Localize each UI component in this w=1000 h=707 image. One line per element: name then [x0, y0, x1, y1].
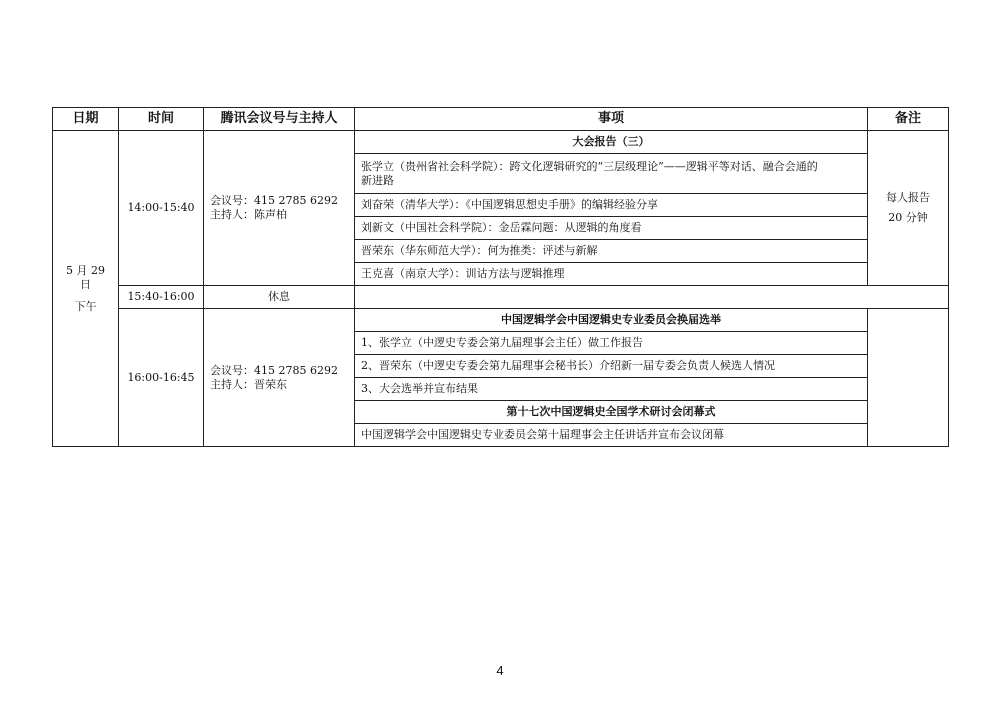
agenda-item: 晋荣东（华东师范大学）：何为推类：评述与新解: [355, 240, 868, 263]
date-text: 5 月 29 日: [66, 263, 105, 291]
session1-note-line2: 20 分钟: [888, 211, 928, 224]
header-agenda: 事项: [355, 108, 868, 131]
break-empty: [355, 286, 949, 309]
session2-host: 主持人：晋荣东: [210, 377, 287, 391]
agenda-item: 2、晋荣东（中逻史专委会第九届理事会秘书长）介绍新一届专委会负责人候选人情况: [355, 355, 868, 378]
schedule-table: [52, 107, 949, 447]
break-label: 休息: [204, 286, 355, 309]
session1-note-line1: 每人报告: [886, 191, 930, 204]
table-row: [53, 309, 949, 332]
session2-title: 中国逻辑学会中国逻辑史专业委员会换届选举: [355, 309, 868, 332]
agenda-item: 1、张学立（中逻史专委会第九届理事会主任）做工作报告: [355, 332, 868, 355]
agenda-item: 张学立（贵州省社会科学院）：跨文化逻辑研究的“三层级理论”——逻辑平等对话、融合会通的新进路: [355, 154, 868, 194]
agenda-item: 王克喜（南京大学）：训诂方法与逻辑推理: [355, 263, 868, 286]
session1-note: [868, 131, 949, 286]
header-note: 备注: [868, 108, 949, 131]
header-meeting-host: 腾讯会议号与主持人: [204, 108, 355, 131]
header-time: 时间: [119, 108, 204, 131]
session1-meeting-id: 会议号：415 2785 6292: [210, 194, 338, 207]
date-period: 下午: [74, 299, 97, 313]
table-row: [53, 131, 949, 154]
page-number: 4: [496, 663, 504, 678]
agenda-item: 3、大会选举并宣布结果: [355, 378, 868, 401]
date-cell: [53, 131, 119, 447]
agenda-item: 刘奋荣（清华大学）：《中国逻辑思想史手册》的编辑经验分享: [355, 194, 868, 217]
session1-host: 主持人：陈声柏: [210, 208, 287, 221]
closing-item: 中国逻辑学会中国逻辑史专业委员会第十届理事会主任讲话并宣布会议闭幕: [355, 424, 868, 447]
session1-meeting-host: [204, 131, 355, 286]
closing-title: 第十七次中国逻辑史全国学术研讨会闭幕式: [355, 401, 868, 424]
session2-meeting-id: 会议号：415 2785 6292: [210, 363, 338, 377]
agenda-item: 刘新文（中国社会科学院）：金岳霖问题：从逻辑的角度看: [355, 217, 868, 240]
session2-note: [868, 309, 949, 447]
session1-title: 大会报告（三）: [355, 131, 868, 154]
session2-meeting-host: [204, 309, 355, 447]
session1-time: 14:00-15:40: [119, 131, 204, 286]
session2-time: 16:00-16:45: [119, 309, 204, 447]
table-row: [53, 286, 949, 309]
header-date: 日期: [53, 108, 119, 131]
break-time: 15:40-16:00: [119, 286, 204, 309]
header-row: [53, 108, 949, 131]
